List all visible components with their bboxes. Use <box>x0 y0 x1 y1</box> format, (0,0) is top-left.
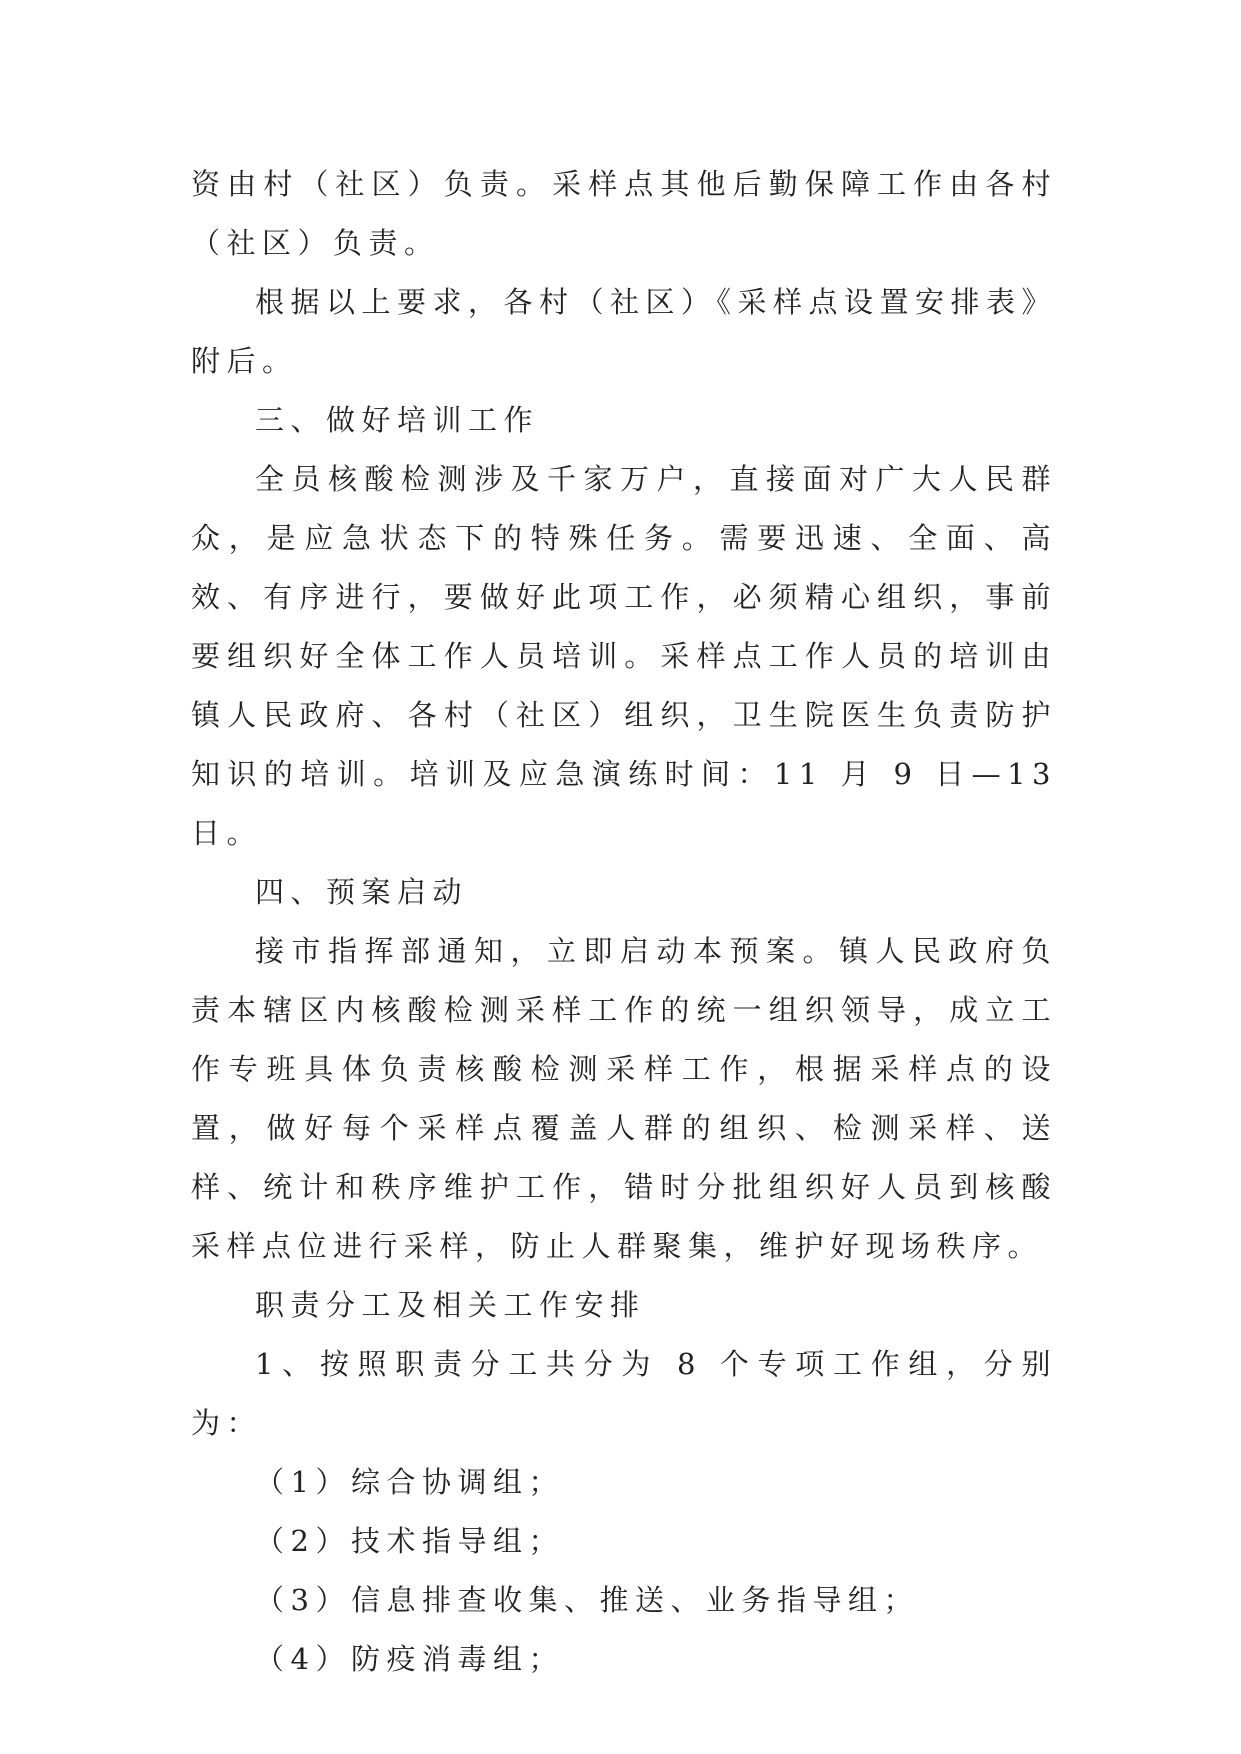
list-intro-working-groups: 1、按照职责分工共分为 8 个专项工作组，分别为： <box>191 1347 1057 1440</box>
paragraph-sampling-schedule-note: 根据以上要求，各村（社区）《采样点设置安排表》附后。 <box>191 285 1058 378</box>
section-heading-training: 三、做好培训工作 <box>255 403 540 437</box>
section-heading-responsibilities: 职责分工及相关工作安排 <box>255 1288 646 1322</box>
paragraph-logistics-responsibility: 资由村（社区）负责。采样点其他后勤保障工作由各村（社区）负责。 <box>191 167 1057 260</box>
paragraph-plan-activation: 接市指挥部通知，立即启动本预案。镇人民政府负责本辖区内核酸检测采样工作的统一组织领导，成立工作专班具体负责核酸检测采样工作，根据采样点的设置，做好每个采样点覆盖人群的组织、检测采样、送样、统计和秩序维护工作，错时分批组织好人员到核酸采样点位进行采样，防止人群聚集，维护好现场秩序。 <box>191 934 1057 1263</box>
list-item-information-group: （3）信息排查收集、推送、业务指导组； <box>255 1583 919 1617</box>
list-item-coordination-group: （1）综合协调组； <box>255 1465 564 1499</box>
list-item-disinfection-group: （4）防疫消毒组； <box>255 1642 564 1676</box>
document-body <box>191 155 1057 1689</box>
section-heading-plan-activation: 四、预案启动 <box>255 875 469 909</box>
paragraph-training-details: 全员核酸检测涉及千家万户，直接面对广大人民群众，是应急状态下的特殊任务。需要迅速、全面、高效、有序进行，要做好此项工作，必须精心组织，事前要组织好全体工作人员培训。采样点工作人员的培训由镇人民政府、各村（社区）组织，卫生院医生负责防护知识的培训。培训及应急演练时间：11 月 9 日—13 日。 <box>191 462 1057 850</box>
list-item-technical-guidance-group: （2）技术指导组； <box>255 1524 564 1558</box>
